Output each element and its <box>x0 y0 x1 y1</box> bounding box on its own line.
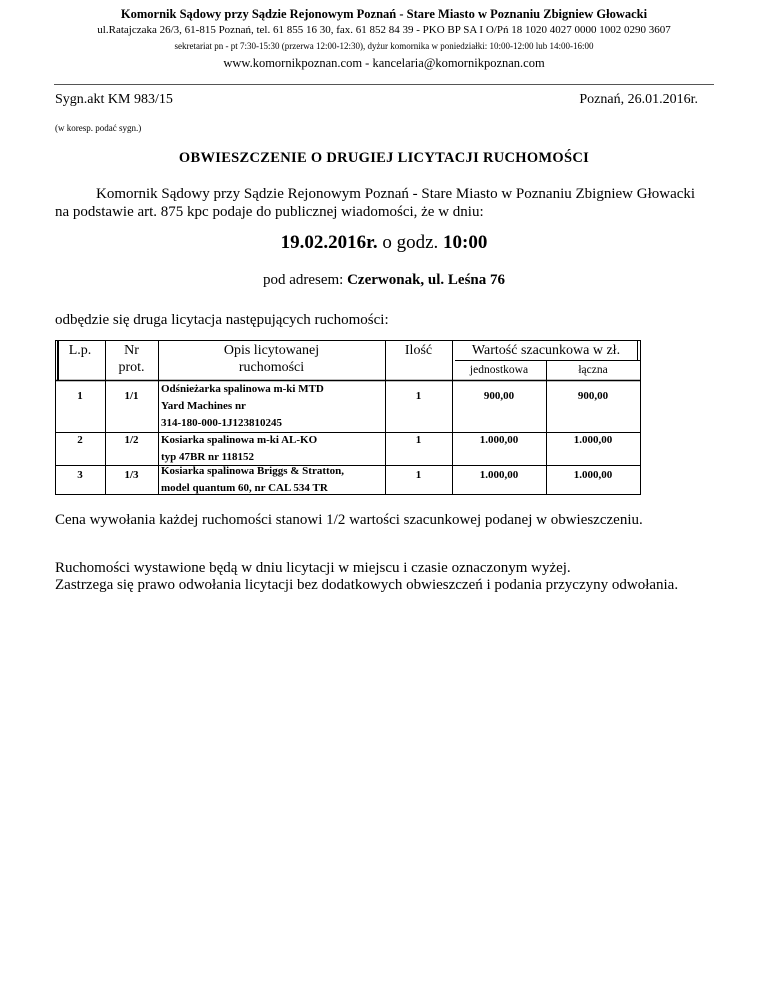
document-title: OBWIESZCZENIE O DRUGIEJ LICYTACJI RUCHOMOŚCI <box>178 150 590 166</box>
header-opis-1: Opis licytowanej <box>223 343 320 358</box>
row-1-qty: 1 <box>415 390 422 402</box>
auction-address: Czerwonak, ul. Leśna 76 <box>347 272 506 288</box>
reference-note: (w koresp. podać sygn.) <box>55 123 142 133</box>
header-ilosc: Ilość <box>404 343 433 358</box>
row-1-desc-line-3: 314-180-000-1J123810245 <box>161 417 282 429</box>
intro-line-1: Komornik Sądowy przy Sądzie Rejonowym Poznań - Stare Miasto w Poznaniu Zbigniew Głowacki <box>96 186 696 202</box>
row-1-desc-line-1: Odśnieżarka spalinowa m-ki MTD <box>161 383 324 395</box>
letterhead-contact: www.komornikpoznan.com - kancelaria@komornikpoznan.com <box>223 56 545 70</box>
row-1-nr: 1/1 <box>124 390 139 402</box>
row-2-desc-line-1: Kosiarka spalinowa m-ki AL-KO <box>161 434 318 446</box>
row-3-desc-line-2: model quantum 60, nr CAL 534 TR <box>161 482 328 494</box>
header-opis-2: ruchomości <box>238 360 305 375</box>
price-note: Cena wywołania każdej ruchomości stanowi 1/2 wartości szacunkowej podanej w obwieszczeniu. <box>55 512 643 528</box>
row-2-lp: 2 <box>77 434 83 446</box>
row-1-desc <box>161 381 324 432</box>
footer-line-2: Zastrzega się prawo odwołania licytacji bez dodatkowych obwieszczeń i podania przyczyny odwołania. <box>55 577 679 593</box>
header-nr: Nr <box>124 343 139 358</box>
intro-line-2: na podstawie art. 875 kpc podaje do publicznej wiadomości, że w dniu: <box>55 204 484 220</box>
row-3-qty: 1 <box>415 469 422 481</box>
row-2-total: 1.000,00 <box>573 434 613 446</box>
place-date: Poznań, 26.01.2016r. <box>579 92 698 107</box>
row-3-lp: 3 <box>77 469 83 481</box>
header-prot: prot. <box>118 360 145 375</box>
row-1-desc-line-2: Yard Machines nr <box>161 400 246 412</box>
row-2-qty: 1 <box>415 434 422 446</box>
row-1-unit: 900,00 <box>483 390 515 402</box>
header-divider <box>54 84 714 85</box>
auction-address-line <box>0 272 768 289</box>
header-laczna: łączna <box>578 364 608 376</box>
row-2-unit: 1.000,00 <box>479 434 519 446</box>
letterhead-address: ul.Ratajczaka 26/3, 61-815 Poznań, tel. 61 855 16 30, fax. 61 852 84 39 - PKO BP SA I O/Pń 18 1020 4027 0000 1002 0290 3607 <box>97 24 671 36</box>
header-lp: L.p. <box>68 343 92 358</box>
case-number: Sygn.akt KM 983/15 <box>55 92 173 107</box>
lead-text: odbędzie się druga licytacja następujących ruchomości: <box>55 312 389 328</box>
auction-at-text: o godz. <box>377 232 444 253</box>
row-1-total: 900,00 <box>577 390 609 402</box>
row-2-nr: 1/2 <box>124 434 139 446</box>
row-3-desc <box>161 463 344 497</box>
auction-date: 19.02.2016r. <box>280 232 378 253</box>
address-prefix: pod adresem: <box>262 272 348 288</box>
header-jednostkowa: jednostkowa <box>469 364 529 376</box>
auction-time: 10:00 <box>443 232 488 253</box>
row-2-desc <box>161 432 317 466</box>
row-3-unit: 1.000,00 <box>479 469 519 481</box>
letterhead-hours: sekretariat pn - pt 7:30-15:30 (przerwa 12:00-12:30), dyżur komornika w poniedziałki: 10:00-12:00 lub 14:00-16:00 <box>174 41 594 51</box>
footer-line-1: Ruchomości wystawione będą w dniu licytacji w miejscu i czasie oznaczonym wyżej. <box>55 560 571 576</box>
letterhead-title: Komornik Sądowy przy Sądzie Rejonowym Poznań - Stare Miasto w Poznaniu Zbigniew Głowacki <box>120 7 648 21</box>
row-3-desc-line-1: Kosiarka spalinowa Briggs & Stratton, <box>161 465 345 477</box>
row-1-lp: 1 <box>77 390 83 402</box>
items-table <box>55 336 695 496</box>
row-2-desc-line-2: typ 47BR nr 118152 <box>161 451 255 463</box>
row-3-nr: 1/3 <box>124 469 139 481</box>
header-wartosc: Wartość szacunkowa w zł. <box>471 343 621 358</box>
auction-datetime <box>0 232 768 254</box>
row-3-total: 1.000,00 <box>573 469 613 481</box>
